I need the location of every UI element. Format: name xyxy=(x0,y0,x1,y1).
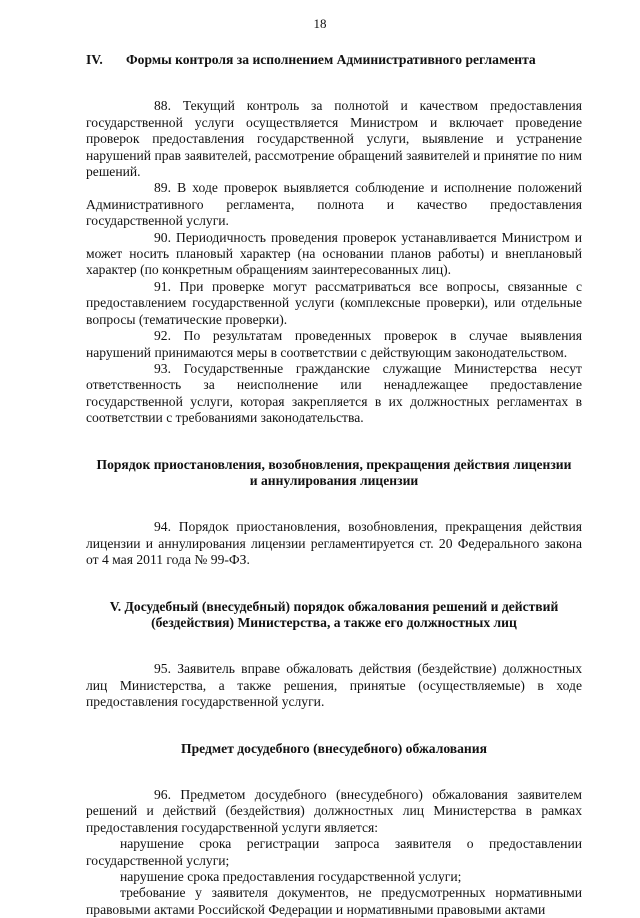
paragraph-number: 90. xyxy=(154,229,171,245)
paragraph-text: Текущий контроль за полнотой и качеством предоставления государственной услуги осуществляется Министром и включает проведение проверок предоставления государственной услуги, выявление и устранение нарушений прав заявителей, рассмотрение обращений заявителей и принятие по ним решений. xyxy=(86,98,582,180)
paragraph-number: 95. xyxy=(154,661,171,677)
paragraph-text: Порядок приостановления, возобновления, прекращения действия лицензии и аннулирования лицензии регламентируется ст. 20 Федерального закона от 4 мая 2011 года № 99-ФЗ. xyxy=(86,519,582,568)
paragraph-95 xyxy=(86,661,582,710)
paragraph-96 xyxy=(86,787,582,836)
paragraph-89 xyxy=(86,180,582,229)
paragraph-text: Периодичность проведения проверок устанавливается Министром и может носить плановый характер (на основании планов работы) и внеплановый характер (по конкретным обращениям заинтересованных лиц). xyxy=(86,229,582,278)
paragraph-number: 96. xyxy=(154,787,171,802)
section-iv-heading xyxy=(86,52,582,68)
paragraph-text: Заявитель вправе обжаловать действия (бездействие) должностных лиц Министерства, а также решения, принятые (осуществляемые) в ходе предоставления государственной услуги. xyxy=(86,661,582,710)
license-section-heading xyxy=(86,457,582,490)
section-v-title-line2: (бездействия) Министерства, а также его должностных лиц xyxy=(151,614,517,630)
document-body xyxy=(86,52,582,918)
list-item: нарушение срока регистрации запроса заявителя о предоставлении государственной услуги; xyxy=(86,836,582,868)
section-iv-number: IV. xyxy=(86,52,103,67)
paragraph-92 xyxy=(86,328,582,361)
paragraph-text: В ходе проверок выявляется соблюдение и исполнение положений Административного регламента, полнота и качество предоставления государственной услуги. xyxy=(86,180,582,229)
page-number: 18 xyxy=(313,16,327,31)
paragraph-number: 92. xyxy=(154,328,171,344)
paragraph-88 xyxy=(86,98,582,180)
paragraph-91 xyxy=(86,279,582,328)
paragraph-number: 91. xyxy=(154,278,171,294)
paragraph-text: Предметом досудебного (внесудебного) обжалования заявителем решений и действий (бездействия) должностных лиц Министерства в рамках предоставления государственной услуги является: xyxy=(86,787,582,835)
paragraph-text: По результатам проведенных проверок в случае выявления нарушений принимаются меры в соответствии с действующим законодательством. xyxy=(86,328,582,360)
paragraph-number: 94. xyxy=(154,519,171,535)
license-section-title-line2: и аннулирования лицензии xyxy=(249,472,419,488)
paragraph-number: 93. xyxy=(154,360,171,376)
section-iv-title: Формы контроля за исполнением Административного регламента xyxy=(126,52,536,67)
section-v-heading xyxy=(86,599,582,632)
paragraph-93 xyxy=(86,361,582,427)
paragraph-text: Государственные гражданские служащие Министерства несут ответственность за неисполнение или ненадлежащее предоставление государственной услуги, которая закрепляется в их должностных регламентах в соответствии с требованиями законодательства. xyxy=(86,360,582,426)
subject-section-heading: Предмет досудебного (внесудебного) обжалования xyxy=(181,740,487,756)
paragraph-number: 89. xyxy=(154,180,171,196)
list-item: требование у заявителя документов, не предусмотренных нормативными правовыми актами Российской Федерации и нормативными правовыми актами xyxy=(86,885,582,917)
paragraph-number: 88. xyxy=(154,98,171,114)
license-section-title-line1: Порядок приостановления, возобновления, прекращения действия лицензии xyxy=(96,456,572,472)
section-v-title-line1: V. Досудебный (внесудебный) порядок обжалования решений и действий xyxy=(109,598,559,614)
paragraph-94 xyxy=(86,519,582,568)
paragraph-text: При проверке могут рассматриваться все вопросы, связанные с предоставлением государственной услуги (комплексные проверки), или отдельные вопросы (тематические проверки). xyxy=(86,278,582,327)
paragraph-90 xyxy=(86,230,582,279)
list-item: нарушение срока предоставления государственной услуги; xyxy=(120,869,462,885)
